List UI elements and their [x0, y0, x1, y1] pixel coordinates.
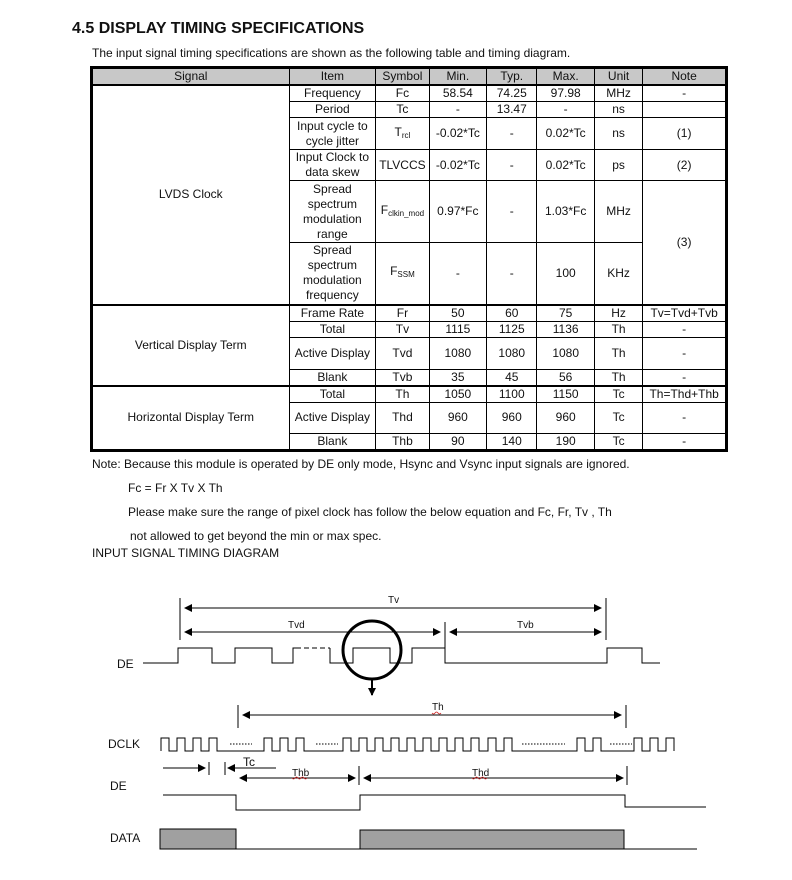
note-line-1: Note: Because this module is operated by DE only mode, Hsync and Vsync input signals are ignored. — [92, 457, 630, 471]
cell-symbol: Th — [376, 386, 429, 403]
cell-max: 97.98 — [537, 85, 594, 102]
dclk-waveform — [161, 738, 674, 751]
cell-min: 1080 — [429, 337, 486, 369]
cell-item: Spread spectrum modulation range — [289, 181, 376, 243]
cell-unit: ns — [594, 118, 642, 150]
cell-unit: Hz — [594, 305, 642, 322]
cell-item: Spread spectrum modulation frequency — [289, 243, 376, 305]
cell-symbol: Thb — [376, 433, 429, 450]
cell-typ: - — [487, 150, 537, 181]
cell-unit: Th — [594, 369, 642, 386]
symbol-sub: rcl — [401, 130, 411, 140]
dclk-pulses — [161, 738, 674, 751]
cell-unit: Tc — [594, 402, 642, 433]
cell-note: - — [643, 85, 727, 102]
cell-max: 100 — [537, 243, 594, 305]
cell-typ: 1080 — [487, 337, 537, 369]
cell-typ: - — [487, 243, 537, 305]
note-equation: Fc = Fr X Tv X Th — [128, 481, 223, 495]
cell-min: - — [429, 243, 486, 305]
data-block-1 — [160, 829, 236, 849]
header-note: Note — [643, 68, 727, 86]
cell-min: 1115 — [429, 321, 486, 337]
notes-block — [92, 452, 630, 548]
cell-unit: Tc — [594, 386, 642, 403]
header-symbol: Symbol — [376, 68, 429, 86]
cell-note: - — [643, 337, 727, 369]
tc-label: Tc — [243, 755, 255, 769]
cell-max: 190 — [537, 433, 594, 450]
cell-max: 1080 — [537, 337, 594, 369]
cell-unit: Tc — [594, 433, 642, 450]
cell-note: - — [643, 433, 727, 450]
cell-symbol — [376, 243, 429, 305]
timing-diagram — [0, 570, 792, 880]
tv-label: Tv — [388, 595, 400, 606]
cell-note: - — [643, 369, 727, 386]
note-line-3: Please make sure the range of pixel clock has follow the below equation and Fc, Fr, Tv , Th — [128, 505, 612, 519]
dclk-label: DCLK — [108, 737, 141, 751]
section-intro: The input signal timing specifications are shown as the following table and timing diagram. — [92, 46, 571, 60]
cell-unit: Th — [594, 321, 642, 337]
cell-symbol: Fr — [376, 305, 429, 322]
cell-item: Active Display — [289, 402, 376, 433]
cell-item: Total — [289, 321, 376, 337]
thb-label: Thb — [292, 768, 310, 779]
cell-typ: - — [487, 118, 537, 150]
header-typ: Typ. — [487, 68, 537, 86]
cell-note: - — [643, 321, 727, 337]
cell-min: 0.97*Fc — [429, 181, 486, 243]
cell-symbol: Tc — [376, 102, 429, 118]
cell-item: Frame Rate — [289, 305, 376, 322]
de-label: DE — [110, 779, 127, 793]
th-label: Th — [432, 702, 444, 713]
cell-max: 0.02*Tc — [537, 150, 594, 181]
cell-symbol: TLVCCS — [376, 150, 429, 181]
cell-typ: 45 — [487, 369, 537, 386]
de-waveform — [163, 795, 706, 810]
cell-max: 1136 — [537, 321, 594, 337]
cell-typ: 960 — [487, 402, 537, 433]
group-lvds-clock: LVDS Clock — [92, 85, 290, 305]
header-max: Max. — [537, 68, 594, 86]
de-top-waveform-2 — [330, 648, 660, 663]
header-signal: Signal — [92, 68, 290, 86]
cell-note: (3) — [643, 181, 727, 305]
cell-symbol: Fc — [376, 85, 429, 102]
cell-note: - — [643, 402, 727, 433]
cell-typ: - — [487, 181, 537, 243]
cell-unit: KHz — [594, 243, 642, 305]
cell-min: - — [429, 102, 486, 118]
cell-unit: MHz — [594, 85, 642, 102]
cell-item: Period — [289, 102, 376, 118]
cell-min: 50 — [429, 305, 486, 322]
cell-typ: 74.25 — [487, 85, 537, 102]
cell-symbol: Tvd — [376, 337, 429, 369]
cell-item: Input Clock to data skew — [289, 150, 376, 181]
cell-item: Total — [289, 386, 376, 403]
symbol-sub: SSM — [397, 270, 415, 280]
cell-unit: ps — [594, 150, 642, 181]
table-row — [92, 85, 727, 102]
cell-min: 1050 — [429, 386, 486, 403]
cell-item: Frequency — [289, 85, 376, 102]
cell-min: -0.02*Tc — [429, 150, 486, 181]
cell-symbol — [376, 181, 429, 243]
cell-note: Th=Thd+Thb — [643, 386, 727, 403]
cell-typ: 1125 — [487, 321, 537, 337]
cell-min: 90 — [429, 433, 486, 450]
data-label: DATA — [110, 831, 141, 845]
cell-symbol: Tvb — [376, 369, 429, 386]
tvb-label: Tvb — [517, 620, 534, 631]
cell-max: 960 — [537, 402, 594, 433]
timing-spec-table — [90, 66, 728, 452]
cell-max: 75 — [537, 305, 594, 322]
cell-item: Active Display — [289, 337, 376, 369]
note-line-4: not allowed to get beyond the min or max spec. — [130, 529, 382, 543]
cell-note: Tv=Tvd+Tvb — [643, 305, 727, 322]
header-unit: Unit — [594, 68, 642, 86]
header-min: Min. — [429, 68, 486, 86]
data-block-2 — [360, 830, 624, 849]
cell-typ: 1100 — [487, 386, 537, 403]
cell-note: (2) — [643, 150, 727, 181]
cell-symbol — [376, 118, 429, 150]
cell-note: (1) — [643, 118, 727, 150]
de-top-waveform — [143, 648, 296, 663]
cell-max: 1150 — [537, 386, 594, 403]
cell-symbol: Thd — [376, 402, 429, 433]
symbol-sub: clkin_mod — [388, 208, 425, 218]
de-top-label: DE — [117, 657, 134, 671]
cell-typ: 13.47 — [487, 102, 537, 118]
symbol-main: F — [380, 202, 389, 217]
cell-unit: ns — [594, 102, 642, 118]
table-header-row — [92, 68, 727, 86]
table-row — [92, 305, 727, 322]
cell-item: Input cycle to cycle jitter — [289, 118, 376, 150]
cell-max: 56 — [537, 369, 594, 386]
cell-min: 58.54 — [429, 85, 486, 102]
cell-min: 960 — [429, 402, 486, 433]
group-vertical-display-term: Vertical Display Term — [92, 305, 290, 386]
tvd-label: Tvd — [288, 620, 305, 631]
group-horizontal-display-term: Horizontal Display Term — [92, 386, 290, 451]
cell-item: Blank — [289, 433, 376, 450]
header-item: Item — [289, 68, 376, 86]
cell-typ: 140 — [487, 433, 537, 450]
symbol-main: T — [394, 124, 402, 139]
section-title: 4.5 DISPLAY TIMING SPECIFICATIONS — [72, 20, 365, 37]
cell-max: 1.03*Fc — [537, 181, 594, 243]
thd-label: Thd — [472, 768, 490, 779]
cell-min: 35 — [429, 369, 486, 386]
diagram-title: INPUT SIGNAL TIMING DIAGRAM — [92, 546, 280, 560]
table-row — [92, 386, 727, 403]
cell-item: Blank — [289, 369, 376, 386]
cell-min: -0.02*Tc — [429, 118, 486, 150]
cell-unit: MHz — [594, 181, 642, 243]
cell-max: - — [537, 102, 594, 118]
symbol-main: F — [390, 264, 398, 279]
cell-symbol: Tv — [376, 321, 429, 337]
cell-unit: Th — [594, 337, 642, 369]
cell-typ: 60 — [487, 305, 537, 322]
cell-max: 0.02*Tc — [537, 118, 594, 150]
zoom-circle — [343, 621, 401, 679]
cell-note — [643, 102, 727, 118]
